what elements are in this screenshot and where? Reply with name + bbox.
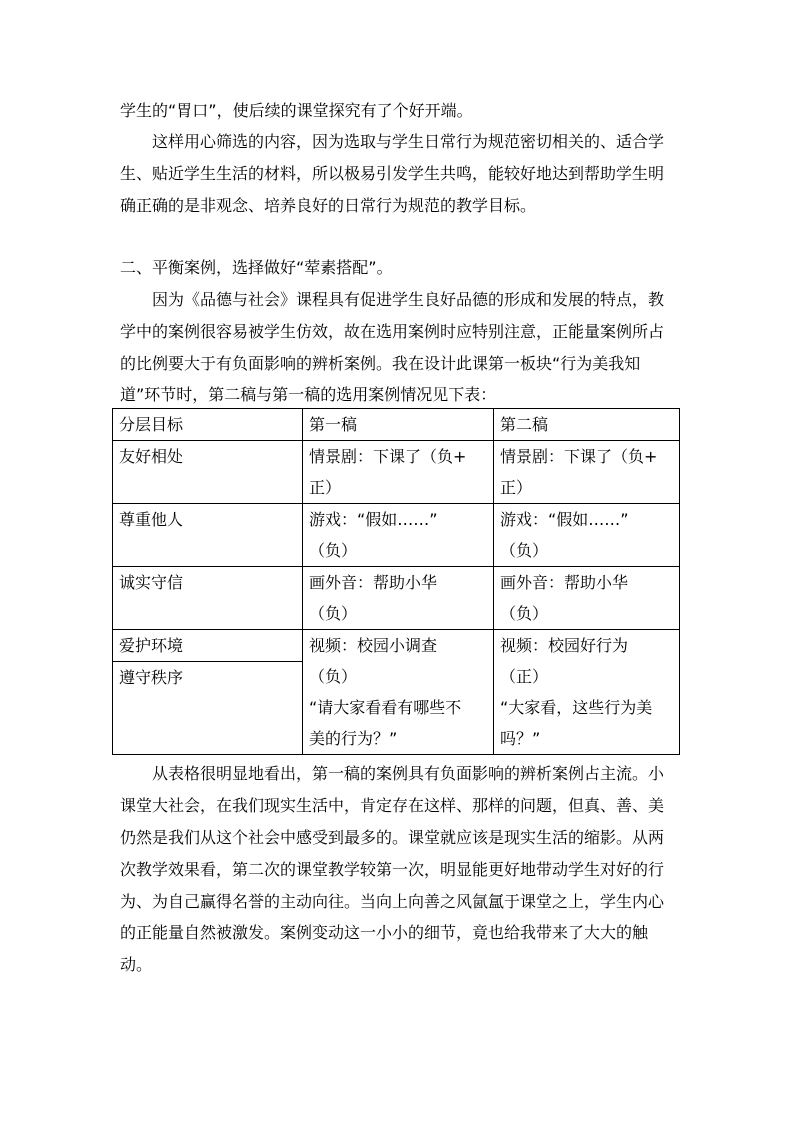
cell-line: “请大家看看有哪些不	[309, 698, 462, 717]
paragraph-line: 确正确的是非观念、培养良好的日常行为规范的教学目标。	[120, 196, 537, 215]
cell-line: （负）	[309, 604, 358, 623]
cell-line: 吗？”	[500, 729, 541, 748]
draft2-cell	[494, 630, 680, 755]
cell-line: 画外音：帮助小华	[500, 573, 629, 592]
goal-cell-split	[113, 630, 303, 755]
goal-cell: 尊重他人	[113, 504, 303, 567]
paragraph-line: 的正能量自然被激发。案例变动这一小小的细节，竟也给我带来了大大的触	[120, 923, 649, 942]
draft1-cell	[303, 630, 494, 755]
cell-line: 正）	[500, 478, 533, 497]
goal-subcell: 爱护环境	[119, 636, 184, 655]
paragraph-line: 课堂大社会，在我们现实生活中，肯定存在这样、那样的问题，但真、善、美	[120, 796, 665, 815]
paragraph-line: 次教学效果看，第二次的课堂教学较第一次，明显能更好地带动学生对好的行	[120, 860, 665, 879]
paragraph-line: 动。	[120, 955, 153, 974]
cell-line: 情景剧：下课了（负+	[309, 447, 467, 466]
cell-line: （负）	[309, 541, 358, 560]
paragraph-line: 为、为自己赢得名誉的主动向往。当向上向善之风氤氲于课堂之上，学生内心	[120, 892, 665, 911]
cell-line: （正）	[500, 667, 549, 686]
cell-line: （负）	[309, 667, 358, 686]
cell-line: （负）	[500, 604, 549, 623]
header-cell-goal: 分层目标	[113, 409, 303, 441]
paragraph-line: 生、贴近学生生活的材料，所以极易引发学生共鸣，能较好地达到帮助学生明	[120, 164, 665, 183]
paragraph-line: 的比例要大于有负面影响的辨析案例。我在设计此课第一板块“行为美我知	[120, 354, 641, 373]
draft1-cell	[303, 441, 494, 504]
table-row	[113, 441, 680, 504]
goal-cell: 友好相处	[113, 441, 303, 504]
paragraph-line: 学生的“胃口”，使后续的课堂探究有了个好开端。	[120, 101, 473, 120]
paragraph-line: 因为《品德与社会》课程具有促进学生良好品德的形成和发展的特点，教	[152, 290, 665, 309]
table-row	[113, 567, 680, 630]
table-row	[113, 504, 680, 567]
section-heading: 二、平衡案例，选择做好“荤素搭配”。	[120, 258, 393, 277]
paragraph-line: 从表格很明显地看出，第一稿的案例具有负面影响的辨析案例占主流。小	[152, 764, 665, 783]
draft-comparison-table	[112, 408, 680, 755]
draft1-cell	[303, 567, 494, 630]
cell-line: 视频：校园好行为	[500, 636, 629, 655]
cell-line: 视频：校园小调查	[309, 636, 438, 655]
cell-line: “大家看，这些行为美	[500, 698, 653, 717]
header-cell-draft1: 第一稿	[303, 409, 494, 441]
paragraph-line: 道”环节时，第二稿与第一稿的选用案例情况见下表：	[120, 385, 497, 404]
paragraph-line: 学中的案例很容易被学生仿效，故在选用案例时应特别注意，正能量案例所占	[120, 322, 665, 341]
draft2-cell	[494, 504, 680, 567]
cell-line: （负）	[500, 541, 549, 560]
cell-line: 游戏：“假如……”	[500, 510, 629, 529]
draft2-cell	[494, 441, 680, 504]
table-row	[113, 630, 680, 755]
draft1-cell	[303, 504, 494, 567]
cell-line: 游戏：“假如……”	[309, 510, 438, 529]
goal-subcell: 遵守秩序	[113, 661, 302, 693]
table-header-row	[113, 409, 680, 441]
draft2-cell	[494, 567, 680, 630]
cell-line: 情景剧：下课了（负+	[500, 447, 658, 466]
paragraph-line: 仍然是我们从这个社会中感受到最多的。课堂就应该是现实生活的缩影。从两	[120, 828, 665, 847]
cell-line: 正）	[309, 478, 342, 497]
header-cell-draft2: 第二稿	[494, 409, 680, 441]
goal-cell: 诚实守信	[113, 567, 303, 630]
cell-line: 美的行为？”	[309, 729, 398, 748]
cell-line: 画外音：帮助小华	[309, 573, 438, 592]
paragraph-line: 这样用心筛选的内容，因为选取与学生日常行为规范密切相关的、适合学	[152, 132, 665, 151]
